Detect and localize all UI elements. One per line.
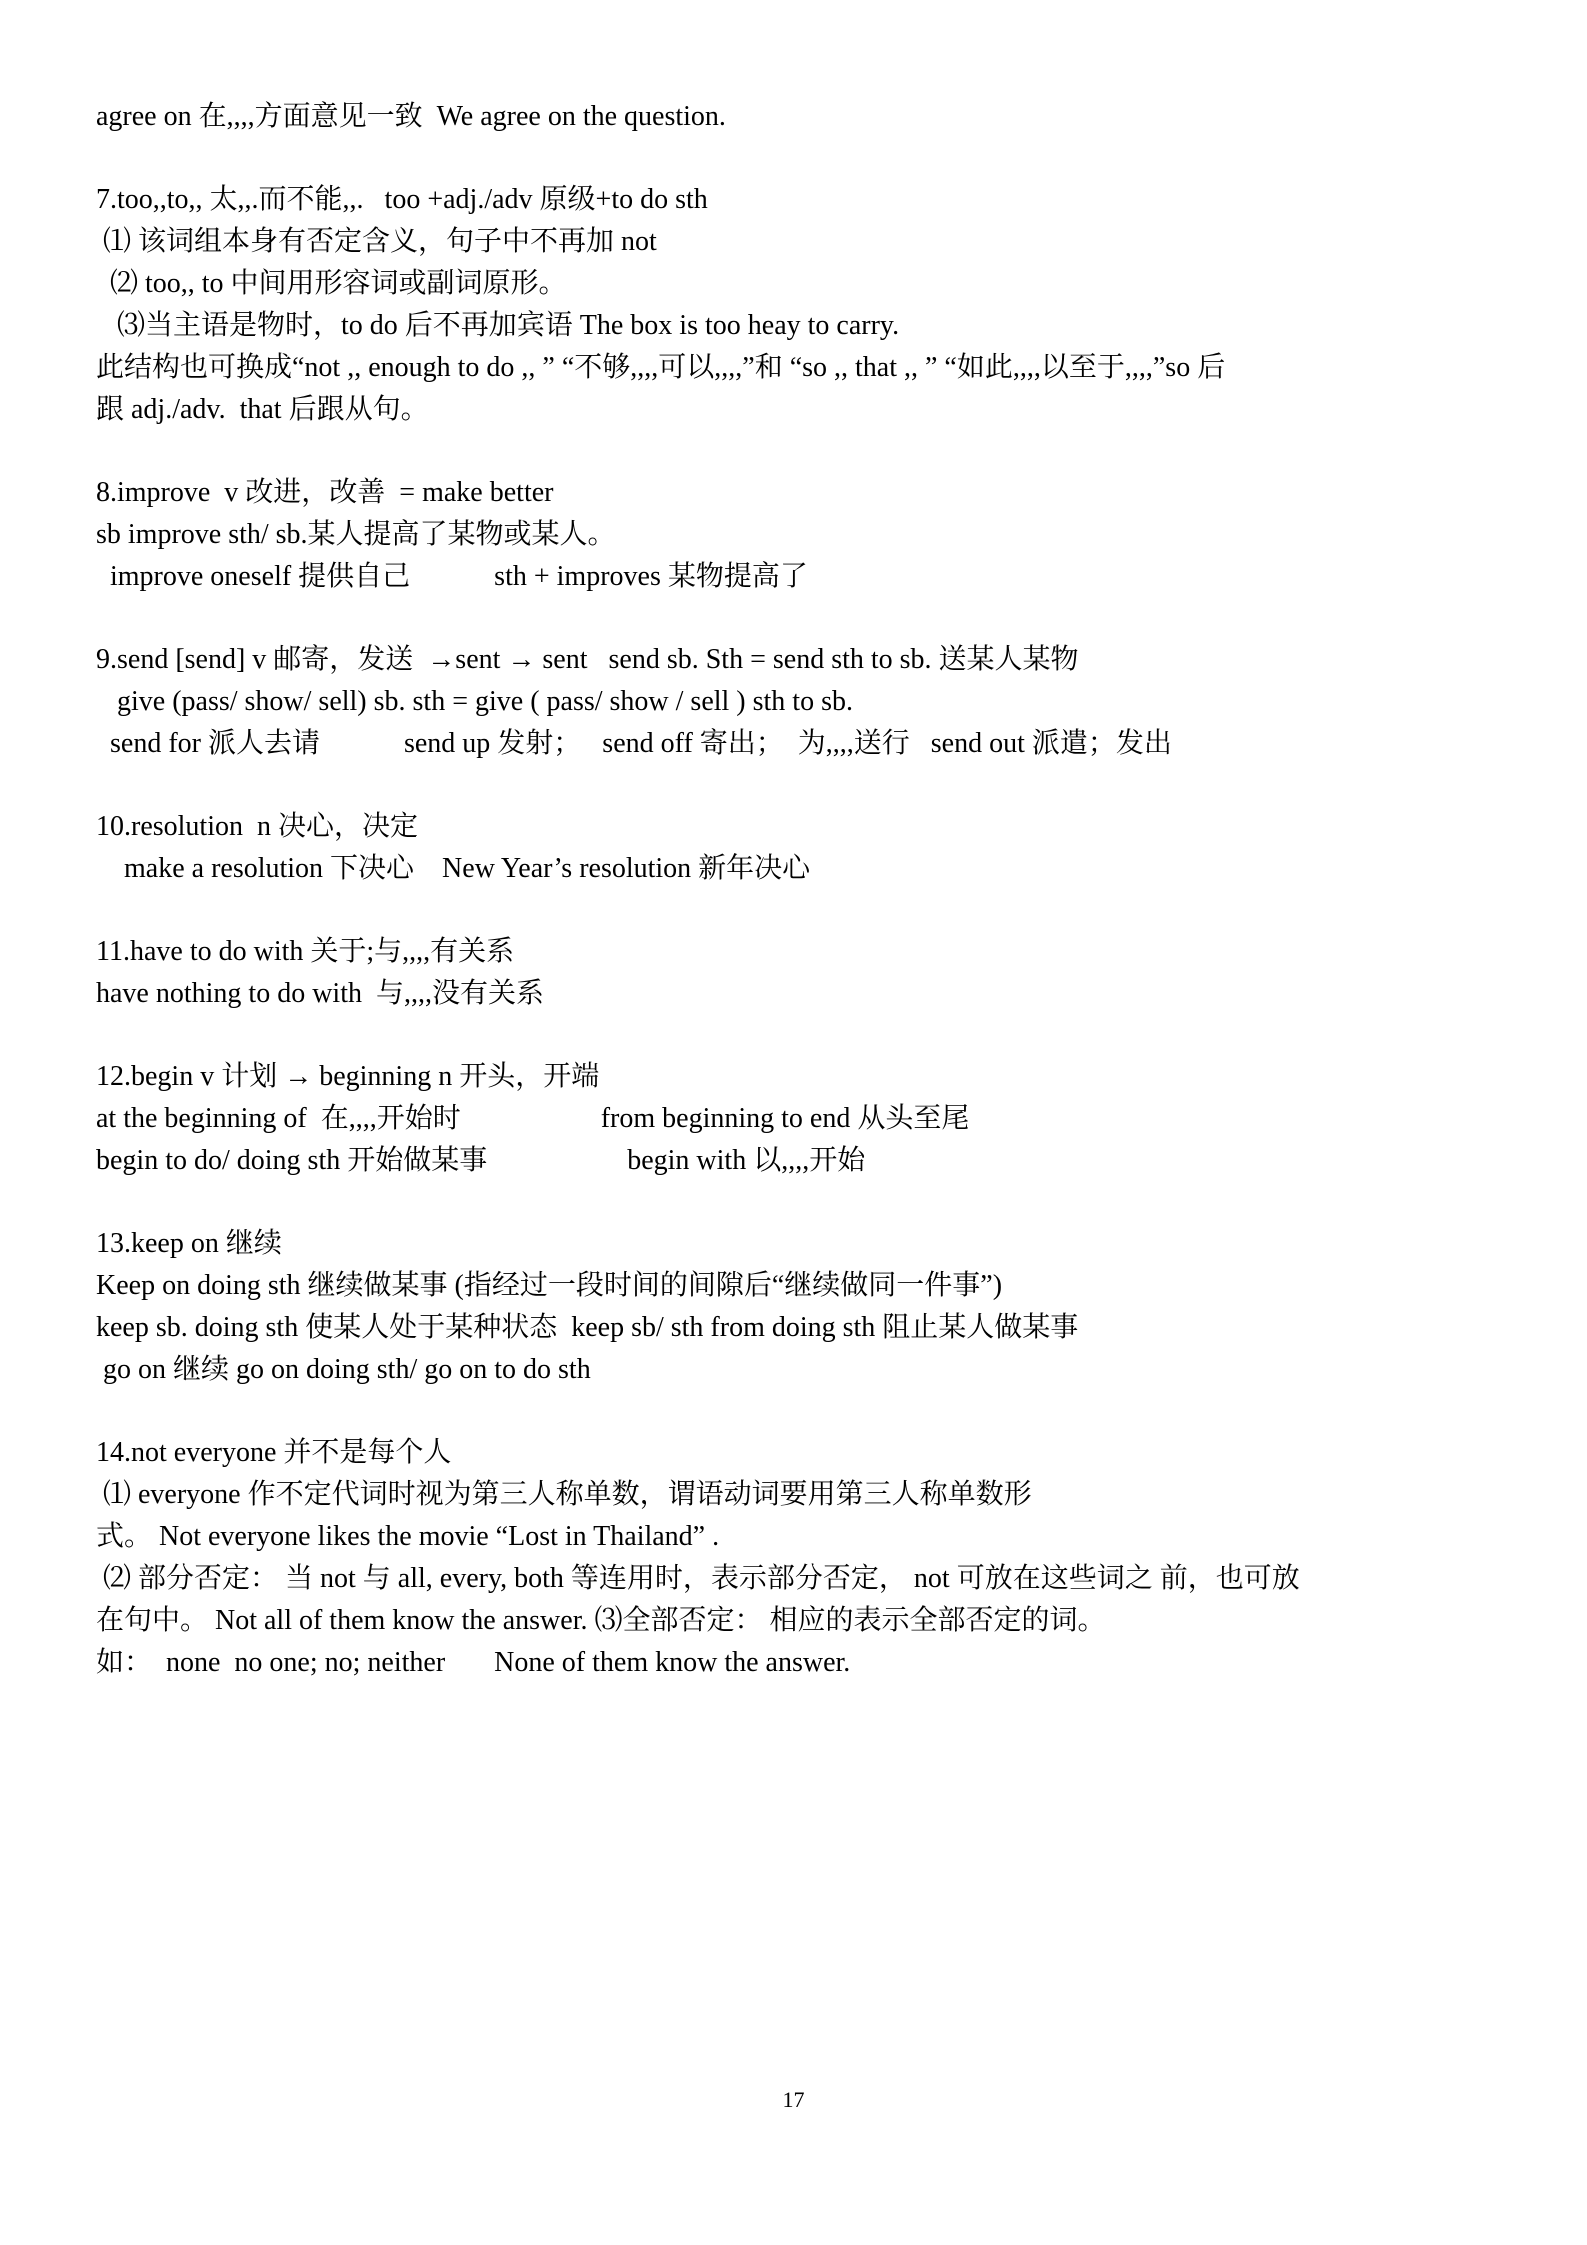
text-line: go on 继续 go on doing sth/ go on to do sth — [96, 1354, 591, 1385]
section-heading: 8.improve v 改进，改善 = make better — [96, 477, 554, 508]
text-line: sb improve sth/ sb.某人提高了某物或某人。 — [96, 519, 616, 550]
text-line: at the beginning of 在,,,,开始时 from beginning to end 从头至尾 — [96, 1103, 970, 1134]
text-line: begin to do/ doing sth 开始做某事 begin with 以,,,,开始 — [96, 1145, 866, 1176]
text-line: make a resolution 下决心 New Year’s resolution 新年决心 — [96, 853, 811, 884]
paragraph-gap — [96, 431, 1506, 472]
section-10-resolution — [96, 806, 1506, 890]
text-line: improve oneself 提供自己 sth + improves 某物提高了 — [96, 561, 808, 592]
section-heading: 14.not everyone 并不是每个人 — [96, 1437, 452, 1468]
paragraph-gap — [96, 598, 1506, 639]
text-line: ⑵ too,, to 中间用形容词或副词原形。 — [96, 268, 567, 299]
section-12-begin — [96, 1056, 1506, 1182]
section-heading: 7.too,,to,, 太,,.而不能,,. too +adj./adv 原级+to do sth — [96, 184, 708, 215]
page-number: 17 — [782, 2087, 805, 2112]
text-line: send for 派人去请 send up 发射； send off 寄出； 为,,,,送行 send out 派遣；发出 — [96, 728, 1172, 759]
section-agree-on — [96, 96, 1506, 138]
paragraph-gap — [96, 138, 1506, 179]
text-line: 在句中。 Not all of them know the answer. ⑶全部否定： 相应的表示全部否定的词。 — [96, 1605, 1106, 1636]
text-line: 如： none no one; no; neither None of them know the answer. — [96, 1647, 851, 1678]
text-line: keep sb. doing sth 使某人处于某种状态 keep sb/ sth from doing sth 阻止某人做某事 — [96, 1312, 1079, 1343]
paragraph-gap — [96, 765, 1506, 806]
paragraph-gap — [96, 1015, 1506, 1056]
section-7-too-to — [96, 179, 1506, 431]
text-line: have nothing to do with 与,,,,没有关系 — [96, 978, 544, 1009]
text-line: ⑵ 部分否定： 当 not 与 all, every, both 等连用时，表示部分否定， not 可放在这些词之 前，也可放 — [96, 1563, 1300, 1594]
text-line: ⑴ 该词组本身有否定含义，句子中不再加 not — [96, 226, 657, 257]
section-heading: 13.keep on 继续 — [96, 1228, 282, 1259]
text-line: 跟 adj./adv. that 后跟从句。 — [96, 394, 429, 425]
text-line: give (pass/ show/ sell) sb. sth = give ( pass/ show / sell ) sth to sb. — [96, 686, 853, 717]
section-heading: 9.send [send] v 邮寄，发送 →sent → sent send sb. Sth = send sth to sb. 送某人某物 — [96, 644, 1079, 675]
section-heading: 12.begin v 计划 → beginning n 开头，开端 — [96, 1061, 600, 1092]
section-14-not-everyone — [96, 1432, 1506, 1684]
text-line: ⑶当主语是物时，to do 后不再加宾语 The box is too heay to carry. — [96, 310, 900, 341]
text-line: ⑴ everyone 作不定代词时视为第三人称单数，谓语动词要用第三人称单数形 — [96, 1479, 1032, 1510]
paragraph-gap — [96, 1182, 1506, 1223]
section-11-have-to-do-with — [96, 931, 1506, 1015]
section-heading: 11.have to do with 关于;与,,,,有关系 — [96, 936, 515, 967]
text-line: agree on 在,,,,方面意见一致 We agree on the question. — [96, 101, 726, 132]
section-13-keep-on — [96, 1223, 1506, 1391]
text-line: 此结构也可换成“not ,, enough to do ,, ” “不够,,,,可以,,,,”和 “so ,, that ,, ” “如此,,,,以至于,,,,”so 后 — [96, 352, 1226, 383]
section-heading: 10.resolution n 决心，决定 — [96, 811, 418, 842]
section-8-improve — [96, 472, 1506, 598]
paragraph-gap — [96, 890, 1506, 931]
paragraph-gap — [96, 1391, 1506, 1432]
text-line: 式。 Not everyone likes the movie “Lost in Thailand” . — [96, 1521, 720, 1552]
text-line: Keep on doing sth 继续做某事 (指经过一段时间的间隙后“继续做同一件事”) — [96, 1270, 1003, 1301]
section-9-send — [96, 639, 1506, 765]
page-content — [96, 96, 1506, 1684]
